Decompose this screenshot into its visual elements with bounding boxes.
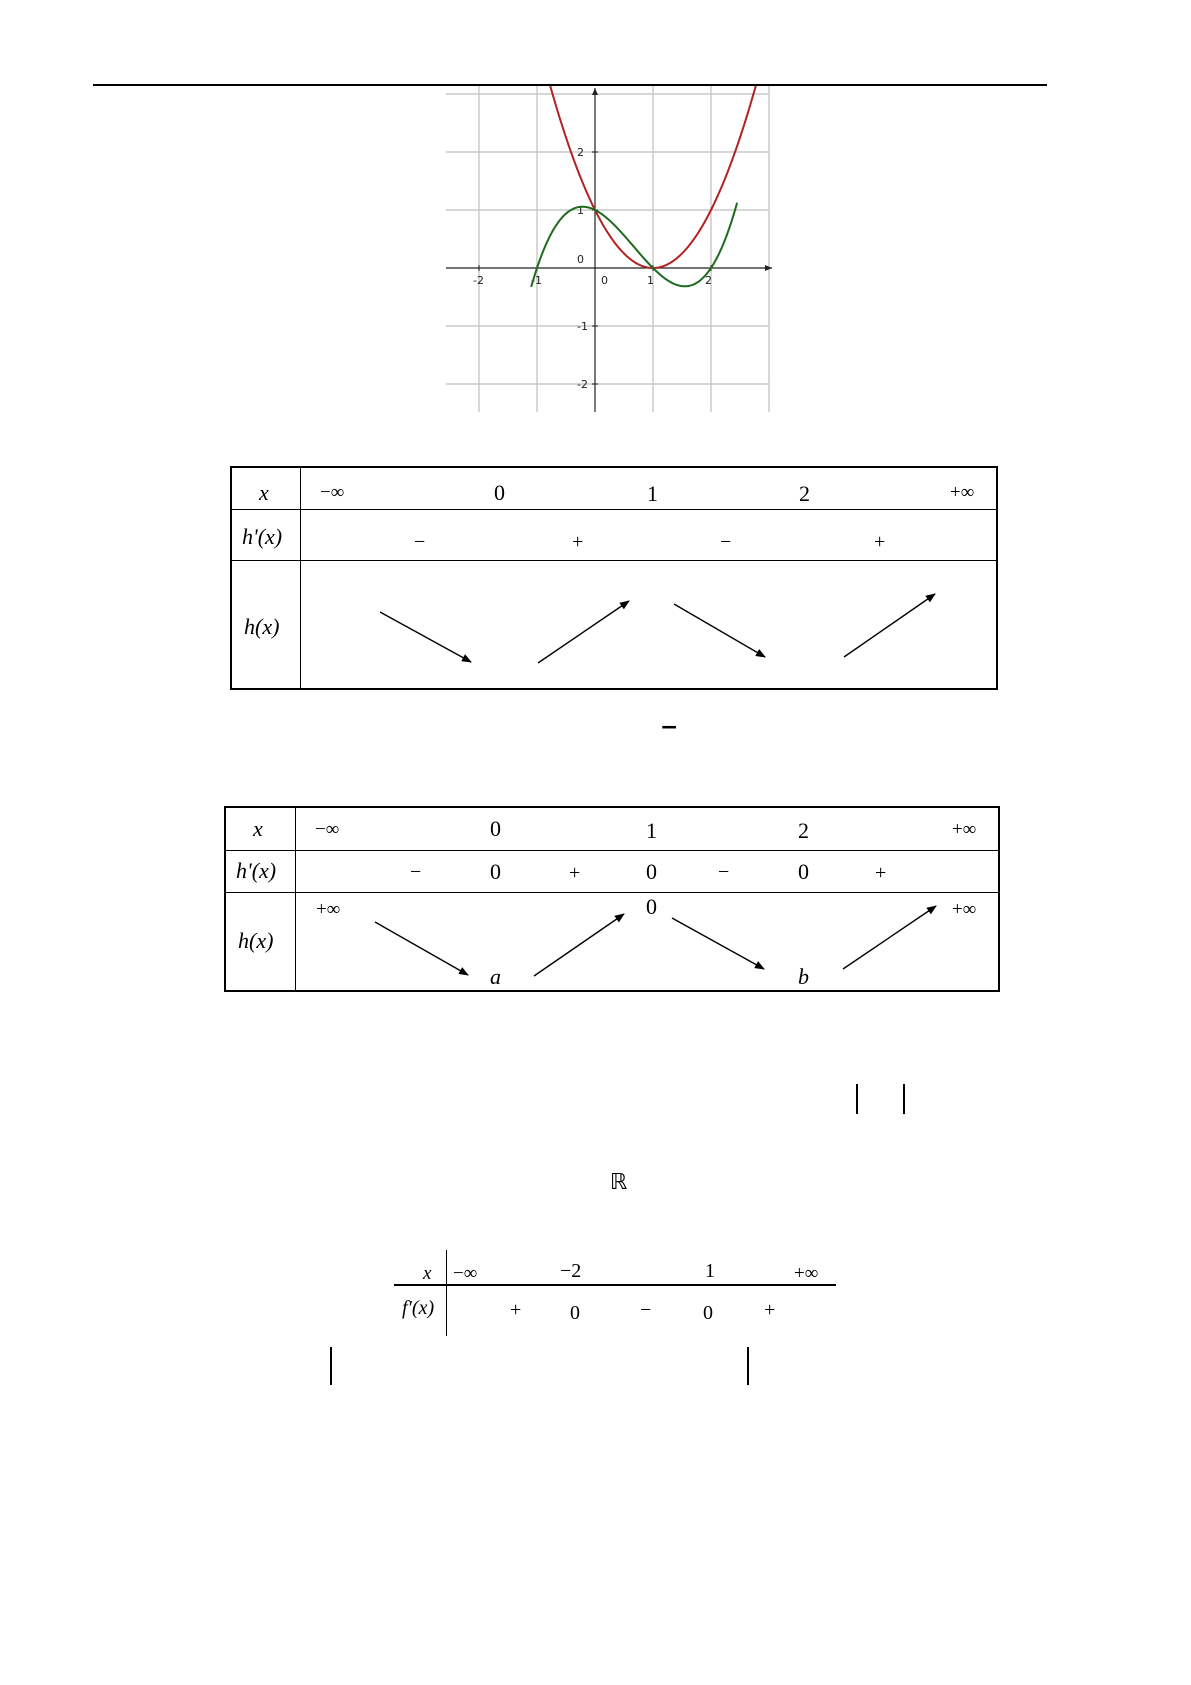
zero: 0 bbox=[570, 1302, 580, 1324]
y-tick-label: -1 bbox=[577, 320, 588, 333]
sign: + bbox=[569, 862, 581, 884]
x-value: −∞ bbox=[320, 482, 345, 503]
row-label-h-prime: h'(x) bbox=[236, 858, 277, 883]
variation-table-1 bbox=[230, 466, 998, 690]
x-value: 2 bbox=[799, 481, 810, 506]
h-value-left: +∞ bbox=[316, 899, 341, 920]
row-label-h: h(x) bbox=[244, 614, 280, 639]
increasing-arrow bbox=[843, 906, 936, 969]
graph-curves bbox=[531, 86, 756, 287]
decreasing-arrow bbox=[375, 922, 468, 975]
increasing-arrow bbox=[534, 914, 624, 976]
y-tick-label: 1 bbox=[577, 204, 584, 217]
x-value: 2 bbox=[798, 818, 809, 843]
increasing-arrow bbox=[538, 601, 629, 663]
x-value: −∞ bbox=[453, 1263, 478, 1284]
x-tick-label: -2 bbox=[473, 274, 484, 287]
x-value: 0 bbox=[494, 480, 505, 505]
sign: − bbox=[640, 1299, 652, 1321]
row-label-x: x bbox=[253, 816, 263, 841]
decreasing-arrow bbox=[674, 604, 765, 657]
reals-symbol: ℝ bbox=[610, 1170, 628, 1195]
x-value: 1 bbox=[647, 481, 658, 506]
h-value-right: +∞ bbox=[952, 899, 977, 920]
sign: + bbox=[510, 1299, 522, 1321]
x-value: 0 bbox=[490, 816, 501, 841]
graph-axes bbox=[446, 88, 772, 412]
sign: + bbox=[875, 862, 887, 884]
row-label-f-prime: f′(x) bbox=[402, 1297, 435, 1319]
row-label-x: x bbox=[259, 480, 269, 505]
row-label-h-prime: h'(x) bbox=[242, 524, 283, 549]
x-value: +∞ bbox=[794, 1263, 819, 1284]
y-tick-label: 0 bbox=[577, 253, 584, 266]
zero: 0 bbox=[646, 859, 657, 884]
zero: 0 bbox=[798, 859, 809, 884]
sign-table-f-prime bbox=[390, 1250, 840, 1340]
y-tick-label: -2 bbox=[577, 378, 588, 391]
x-value: +∞ bbox=[950, 482, 975, 503]
x-value: +∞ bbox=[952, 819, 977, 840]
minus-mark: − bbox=[660, 715, 679, 740]
x-value: −∞ bbox=[315, 819, 340, 840]
sign: − bbox=[414, 531, 426, 553]
zero: 0 bbox=[490, 859, 501, 884]
y-axis-arrow bbox=[592, 88, 598, 95]
x-value: −2 bbox=[560, 1260, 582, 1282]
x-value: 1 bbox=[705, 1260, 715, 1282]
abs-bar bbox=[747, 1347, 749, 1385]
x-tick-label: 1 bbox=[647, 274, 654, 287]
sign: + bbox=[572, 531, 584, 553]
x-tick-label: -1 bbox=[531, 274, 542, 287]
x-value: 1 bbox=[646, 818, 657, 843]
y-tick-label: 2 bbox=[577, 146, 584, 159]
sign: + bbox=[764, 1299, 776, 1321]
abs-bar bbox=[856, 1084, 858, 1114]
variation-table-2 bbox=[224, 806, 1000, 992]
h-value-b: b bbox=[798, 964, 809, 989]
h-value-a: a bbox=[490, 964, 501, 989]
variation-arrows bbox=[230, 466, 998, 690]
green-curve bbox=[531, 203, 737, 287]
h-value-top: 0 bbox=[646, 894, 657, 919]
function-graph bbox=[446, 86, 776, 412]
decreasing-arrow bbox=[672, 918, 764, 969]
abs-bar bbox=[903, 1084, 905, 1114]
sign: + bbox=[874, 531, 886, 553]
sign: − bbox=[410, 861, 422, 883]
variation-arrows bbox=[224, 806, 1000, 992]
x-tick-label: 0 bbox=[601, 274, 608, 287]
sign: − bbox=[720, 531, 732, 553]
row-label-h: h(x) bbox=[238, 928, 274, 953]
decreasing-arrow bbox=[380, 612, 471, 662]
increasing-arrow bbox=[844, 594, 935, 657]
abs-bar bbox=[330, 1347, 332, 1385]
zero: 0 bbox=[703, 1302, 713, 1324]
sign: − bbox=[718, 861, 730, 883]
row-label-x: x bbox=[423, 1263, 432, 1284]
x-tick-label: 2 bbox=[705, 274, 712, 287]
